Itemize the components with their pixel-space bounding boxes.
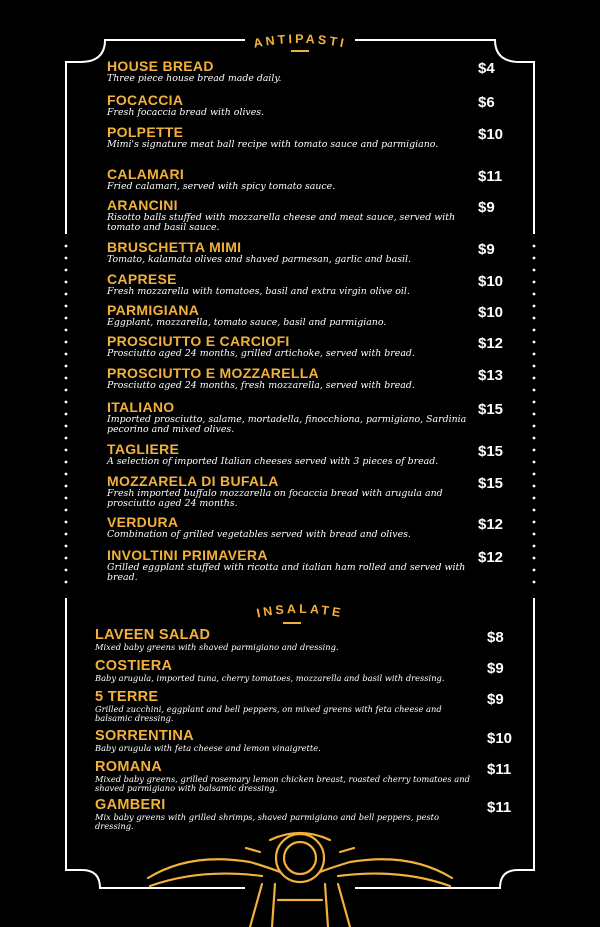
menu-item — [95, 760, 473, 793]
svg-text:ANTIPASTI: ANTIPASTI — [252, 31, 348, 51]
menu-item — [107, 303, 469, 328]
menu-item-name: CAPRESE — [107, 271, 177, 287]
menu-item-name: ROMANA — [95, 759, 163, 775]
menu-item — [107, 240, 469, 265]
menu-item — [95, 690, 473, 723]
menu-item — [107, 59, 469, 84]
menu-item — [107, 167, 469, 192]
menu-item-name: 5 TERRE — [95, 689, 159, 705]
menu-item-description: A selection of imported Italian cheeses served with 3 pieces of bread. — [107, 456, 439, 467]
insalate-title-rule — [283, 622, 301, 624]
scooter-icon — [148, 833, 452, 927]
menu-item-name: TAGLIERE — [107, 441, 180, 457]
menu-item — [107, 474, 469, 508]
menu-item-price: $11 — [478, 168, 503, 185]
menu-item-description: Fresh focaccia bread with olives. — [107, 107, 265, 118]
menu-item — [107, 272, 469, 297]
menu-item-name: COSTIERA — [95, 658, 173, 674]
menu-item-price: $9 — [478, 199, 495, 216]
antipasti-title — [220, 14, 380, 64]
menu-item — [107, 548, 469, 582]
menu-item-price: $15 — [478, 443, 504, 460]
menu-item-description: Prosciutto aged 24 months, fresh mozzarella, served with bread. — [107, 380, 415, 391]
menu-item-price: $12 — [478, 335, 504, 352]
menu-item-description: Baby arugula, imported tuna, cherry tomatoes, mozzarella and basil with dressing. — [95, 673, 445, 683]
menu-item-description: Imported prosciutto, salame, mortadella, finocchiona, parmigiano, Sardinia pecorino and mixed olives. — [107, 414, 467, 435]
menu-item-description: Mimi's signature meat ball recipe with tomato sauce and parmigiano. — [107, 139, 439, 150]
menu-item-description: Risotto balls stuffed with mozzarella cheese and meat sauce, served with tomato and basil sauce. — [107, 212, 456, 233]
menu-item — [107, 515, 469, 540]
menu-item-name: POLPETTE — [107, 124, 184, 140]
menu-item-description: Mixed baby greens, grilled rosemary lemon chicken breast, roasted cherry tomatoes and shaved parmigiano with balsamic dressing. — [95, 774, 470, 793]
menu-item-price: $10 — [478, 126, 504, 143]
menu-item-name: PROSCIUTTO E CARCIOFI — [107, 333, 290, 349]
menu-item-price: $6 — [478, 94, 495, 111]
menu-item-name: LAVEEN SALAD — [95, 627, 211, 643]
menu-item-price: $9 — [478, 241, 495, 258]
menu-item — [107, 334, 469, 359]
menu-item-description: Baby arugula with feta cheese and lemon vinaigrette. — [95, 743, 321, 753]
menu-item-name: BRUSCHETTA MIMI — [107, 239, 242, 255]
menu-item — [107, 400, 469, 434]
menu-item-price: $4 — [478, 60, 495, 77]
menu-item — [107, 198, 469, 232]
menu-item-name: PARMIGIANA — [107, 302, 200, 318]
antipasti-title-rule — [291, 50, 309, 52]
menu-item-description: Prosciutto aged 24 months, grilled artichoke, served with bread. — [107, 348, 415, 359]
menu-item — [95, 628, 473, 652]
menu-item-description: Three piece house bread made daily. — [107, 73, 282, 84]
svg-text:INSALATE: INSALATE — [255, 601, 345, 621]
menu-item — [95, 798, 473, 831]
menu-item-description: Mix baby greens with grilled shrimps, shaved parmigiano and bell peppers, pesto dressing. — [95, 812, 439, 831]
menu-item — [95, 659, 473, 683]
menu-item-price: $9 — [487, 691, 504, 708]
menu-item-price: $11 — [487, 799, 512, 816]
menu-item-name: VERDURA — [107, 514, 179, 530]
menu-item-price: $12 — [478, 516, 504, 533]
menu-item-price: $15 — [478, 401, 504, 418]
menu-item-name: INVOLTINI PRIMAVERA — [107, 547, 268, 563]
menu-item-price: $10 — [478, 273, 504, 290]
menu-item-price: $10 — [478, 304, 504, 321]
menu-item-name: MOZZARELA DI BUFALA — [107, 473, 279, 489]
menu-item-price: $8 — [487, 629, 504, 646]
menu-item-price: $12 — [478, 549, 504, 566]
menu-item-name: ARANCINI — [107, 197, 178, 213]
menu-item-description: Tomato, kalamata olives and shaved parmesan, garlic and basil. — [107, 254, 412, 265]
menu-item-name: HOUSE BREAD — [107, 58, 214, 74]
menu-item — [107, 442, 469, 467]
menu-item-description: Fresh imported buffalo mozzarella on focaccia bread with arugula and prosciutto aged 24 months. — [107, 488, 443, 509]
menu-item-price: $11 — [487, 761, 512, 778]
insalate-title — [225, 592, 375, 632]
menu-item-name: FOCACCIA — [107, 92, 184, 108]
menu-item-name: GAMBERI — [95, 797, 166, 813]
menu-item-name: PROSCIUTTO E MOZZARELLA — [107, 365, 319, 381]
menu-item — [107, 93, 469, 118]
menu-item-description: Fried calamari, served with spicy tomato sauce. — [107, 181, 336, 192]
menu-item-price: $10 — [487, 730, 513, 747]
menu-item-price: $15 — [478, 475, 504, 492]
menu-item-price: $9 — [487, 660, 504, 677]
menu-item-name: CALAMARI — [107, 166, 185, 182]
menu-item-description: Fresh mozzarella with tomatoes, basil and extra virgin olive oil. — [107, 286, 410, 297]
menu-item-name: ITALIANO — [107, 399, 175, 415]
menu-item-price: $13 — [478, 367, 504, 384]
menu-item-description: Eggplant, mozzarella, tomato sauce, basil and parmigiano. — [107, 317, 387, 328]
menu-item-description: Grilled eggplant stuffed with ricotta and italian ham rolled and served with bread. — [107, 562, 466, 583]
menu-item-description: Mixed baby greens with shaved parmigiano and dressing. — [95, 642, 339, 652]
menu-item-description: Grilled zucchini, eggplant and bell peppers, on mixed greens with feta cheese and balsamic dressing. — [95, 704, 442, 723]
menu-item — [107, 366, 469, 391]
menu-item — [107, 125, 469, 150]
menu-item-name: SORRENTINA — [95, 728, 194, 744]
menu-item-description: Combination of grilled vegetables served with bread and olives. — [107, 529, 411, 540]
menu-item — [95, 729, 473, 753]
